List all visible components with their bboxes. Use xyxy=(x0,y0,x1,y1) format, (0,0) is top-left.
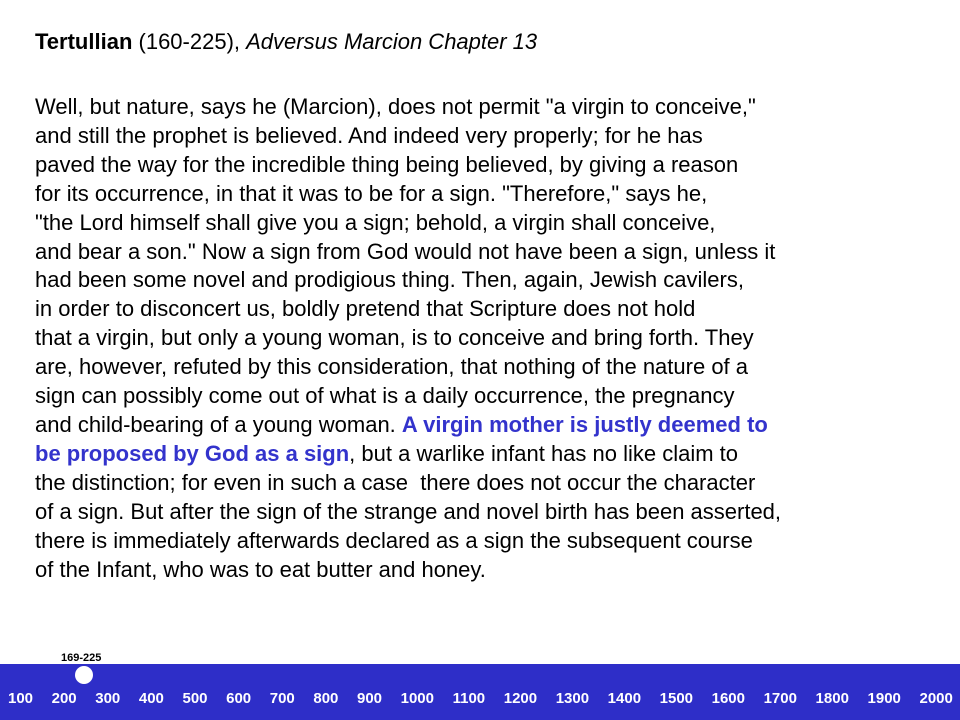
highlighted-passage: A virgin mother is justly deemed to xyxy=(401,411,768,437)
timeline-tick: 500 xyxy=(182,690,208,707)
timeline-tick: 900 xyxy=(357,690,383,707)
timeline-tick: 200 xyxy=(51,690,77,707)
passage-text: , but a warlike infant has no like claim to xyxy=(349,440,739,466)
passage-line: of a sign. But after the sign of the strange and novel birth has been asserted, xyxy=(35,498,782,524)
slide-heading xyxy=(35,27,537,57)
passage-text: and child-bearing of a young woman. xyxy=(35,411,402,437)
timeline-tick: 1900 xyxy=(867,690,901,707)
highlighted-passage: be proposed by God as a sign xyxy=(35,440,350,466)
timeline-tick: 700 xyxy=(269,690,295,707)
timeline-tick: 800 xyxy=(313,690,339,707)
passage-line: that a virgin, but only a young woman, is to conceive and bring forth. They xyxy=(35,325,754,351)
timeline-tick: 1300 xyxy=(555,690,590,707)
passage-line: the distinction; for even in such a case there does not occur the character xyxy=(35,469,756,495)
timeline-tick: 1800 xyxy=(815,690,849,707)
passage-line: Well, but nature, says he (Marcion), does not permit "a virgin to conceive," xyxy=(35,94,756,119)
timeline-ticks xyxy=(8,690,953,708)
timeline-tick: 1400 xyxy=(607,690,642,707)
timeline-tick: 600 xyxy=(226,690,252,707)
passage-line: in order to disconcert us, boldly pretend that Scripture does not hold xyxy=(35,296,696,322)
passage-line: sign can possibly come out of what is a daily occurrence, the pregnancy xyxy=(35,383,735,409)
author-name: Tertullian xyxy=(35,29,133,54)
timeline-marker-dot xyxy=(75,666,93,684)
timeline-tick: 1500 xyxy=(659,690,694,707)
timeline-tick: 400 xyxy=(138,690,164,707)
passage-line: paved the way for the incredible thing being believed, by giving a reason xyxy=(35,151,739,177)
timeline-tick: 100 xyxy=(8,690,34,707)
author-dates: (160-225), xyxy=(132,29,247,54)
timeline-marker-label: 169-225 xyxy=(61,652,102,664)
passage-line: and still the prophet is believed. And indeed very properly; for he has xyxy=(35,122,703,148)
work-title: Adversus Marcion Chapter 13 xyxy=(246,29,538,54)
quoted-passage xyxy=(35,93,955,584)
timeline-tick: 1700 xyxy=(763,690,797,707)
passage-line xyxy=(35,440,955,469)
timeline-tick: 300 xyxy=(95,690,121,707)
passage-line: are, however, refuted by this consideration, that nothing of the nature of a xyxy=(35,354,749,380)
timeline-tick: 1000 xyxy=(400,690,434,707)
passage-line: of the Infant, who was to eat butter and honey. xyxy=(35,556,486,582)
timeline-tick: 1200 xyxy=(503,690,538,707)
passage-line: and bear a son." Now a sign from God would not have been a sign, unless it xyxy=(35,238,776,264)
passage-line: "the Lord himself shall give you a sign; behold, a virgin shall conceive, xyxy=(35,209,716,235)
passage-line: there is immediately afterwards declared as a sign the subsequent course xyxy=(35,527,753,553)
timeline-tick: 1100 xyxy=(452,690,486,707)
timeline-tick: 1600 xyxy=(711,690,745,707)
timeline-tick: 2000 xyxy=(919,690,953,707)
passage-line xyxy=(35,411,955,440)
passage-line: for its occurrence, in that it was to be for a sign. "Therefore," says he, xyxy=(35,180,708,206)
passage-line: had been some novel and prodigious thing. Then, again, Jewish cavilers, xyxy=(35,267,744,293)
